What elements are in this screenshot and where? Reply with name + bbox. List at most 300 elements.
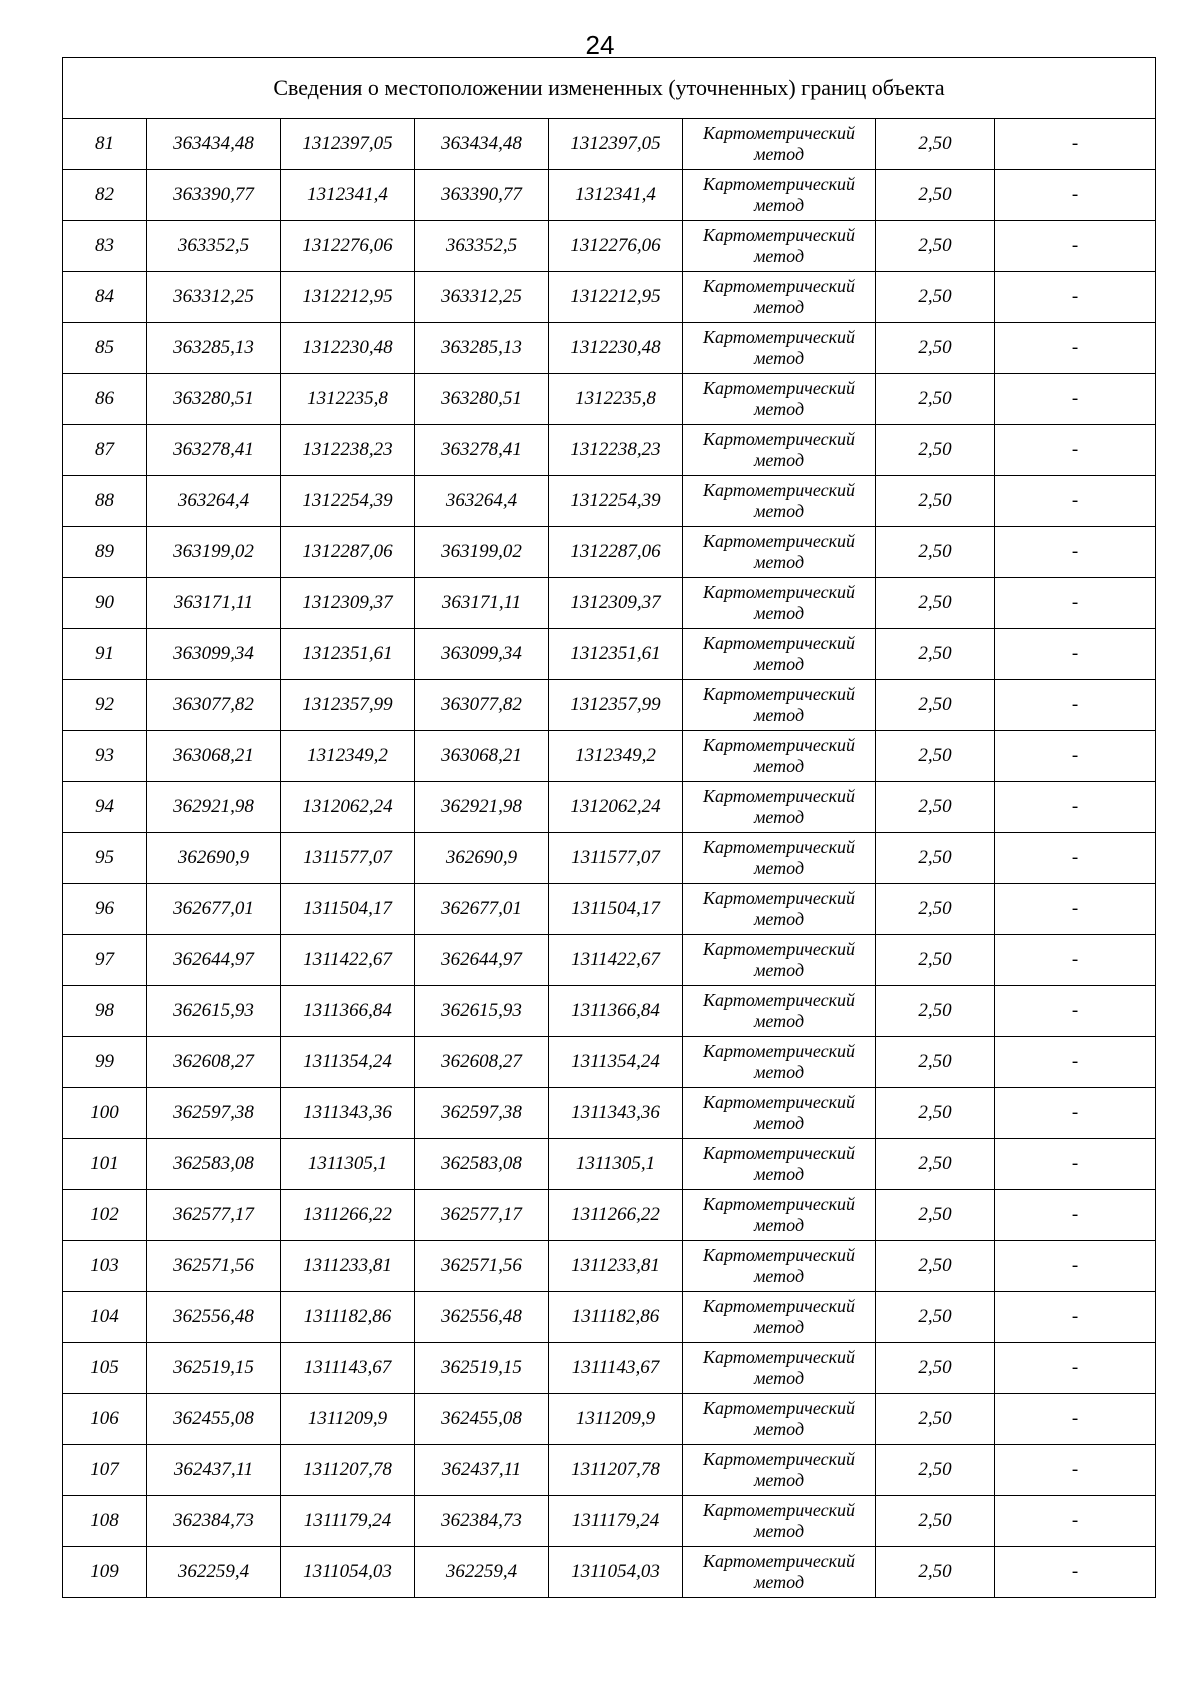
y-existing-cell: 1312287,06 [281, 527, 415, 578]
table-row [63, 1445, 1156, 1496]
x-existing-cell: 362677,01 [147, 884, 281, 935]
table-row [63, 374, 1156, 425]
method-cell [683, 476, 876, 527]
table-caption: Сведения о местоположении измененных (уточненных) границ объекта [63, 58, 1156, 119]
page-number: 24 [585, 30, 615, 60]
precision-cell: 2,50 [876, 1241, 995, 1292]
method-line-2: метод [753, 1215, 805, 1235]
table-row [63, 986, 1156, 1037]
y-refined-cell: 1312351,61 [549, 629, 683, 680]
method-line-2: метод [753, 705, 805, 725]
precision-cell: 2,50 [876, 170, 995, 221]
y-existing-cell: 1312276,06 [281, 221, 415, 272]
method-line-2: метод [753, 603, 805, 623]
x-existing-cell: 362519,15 [147, 1343, 281, 1394]
method-cell [683, 272, 876, 323]
description-cell: - [995, 1292, 1156, 1343]
x-refined-cell: 363099,34 [415, 629, 549, 680]
y-existing-cell: 1311305,1 [281, 1139, 415, 1190]
x-refined-cell: 363068,21 [415, 731, 549, 782]
method-line-1: Картометрический [702, 1041, 855, 1061]
x-refined-cell: 362921,98 [415, 782, 549, 833]
description-cell: - [995, 1394, 1156, 1445]
y-refined-cell: 1311422,67 [549, 935, 683, 986]
method-line-2: метод [753, 807, 805, 827]
x-existing-cell: 363264,4 [147, 476, 281, 527]
method-line-2: метод [753, 756, 805, 776]
point-number-cell: 108 [63, 1496, 147, 1547]
method-line-1: Картометрический [702, 633, 855, 653]
x-refined-cell: 363434,48 [415, 119, 549, 170]
point-number-cell: 82 [63, 170, 147, 221]
method-line-1: Картометрический [702, 786, 855, 806]
description-cell: - [995, 782, 1156, 833]
precision-cell: 2,50 [876, 731, 995, 782]
method-line-1: Картометрический [702, 531, 855, 551]
method-line-2: метод [753, 501, 805, 521]
x-refined-cell: 362455,08 [415, 1394, 549, 1445]
x-existing-cell: 362455,08 [147, 1394, 281, 1445]
precision-cell: 2,50 [876, 680, 995, 731]
point-number-cell: 84 [63, 272, 147, 323]
method-line-1: Картометрический [702, 684, 855, 704]
y-refined-cell: 1311179,24 [549, 1496, 683, 1547]
description-cell: - [995, 680, 1156, 731]
y-existing-cell: 1311343,36 [281, 1088, 415, 1139]
x-refined-cell: 363390,77 [415, 170, 549, 221]
y-existing-cell: 1312341,4 [281, 170, 415, 221]
y-existing-cell: 1312238,23 [281, 425, 415, 476]
y-existing-cell: 1311054,03 [281, 1547, 415, 1598]
x-existing-cell: 362577,17 [147, 1190, 281, 1241]
x-refined-cell: 363278,41 [415, 425, 549, 476]
method-cell [683, 221, 876, 272]
x-refined-cell: 363264,4 [415, 476, 549, 527]
table-row [63, 1190, 1156, 1241]
method-line-1: Картометрический [702, 939, 855, 959]
y-refined-cell: 1312309,37 [549, 578, 683, 629]
precision-cell: 2,50 [876, 527, 995, 578]
description-cell: - [995, 1241, 1156, 1292]
y-refined-cell: 1312397,05 [549, 119, 683, 170]
x-existing-cell: 362690,9 [147, 833, 281, 884]
y-refined-cell: 1311577,07 [549, 833, 683, 884]
method-cell [683, 1394, 876, 1445]
y-refined-cell: 1312235,8 [549, 374, 683, 425]
point-number-cell: 102 [63, 1190, 147, 1241]
table-row [63, 221, 1156, 272]
method-cell [683, 629, 876, 680]
y-refined-cell: 1311266,22 [549, 1190, 683, 1241]
description-cell: - [995, 884, 1156, 935]
point-number-cell: 106 [63, 1394, 147, 1445]
precision-cell: 2,50 [876, 578, 995, 629]
method-line-2: метод [753, 1317, 805, 1337]
method-cell [683, 170, 876, 221]
point-number-cell: 89 [63, 527, 147, 578]
method-cell [683, 1139, 876, 1190]
description-cell: - [995, 1445, 1156, 1496]
x-refined-cell: 362577,17 [415, 1190, 549, 1241]
description-cell: - [995, 170, 1156, 221]
method-line-1: Картометрический [702, 1143, 855, 1163]
x-existing-cell: 363280,51 [147, 374, 281, 425]
point-number-cell: 86 [63, 374, 147, 425]
method-line-2: метод [753, 1521, 805, 1541]
y-refined-cell: 1311207,78 [549, 1445, 683, 1496]
description-cell: - [995, 1496, 1156, 1547]
method-line-1: Картометрический [702, 888, 855, 908]
x-existing-cell: 362437,11 [147, 1445, 281, 1496]
method-line-2: метод [753, 1419, 805, 1439]
method-line-2: метод [753, 858, 805, 878]
table-row [63, 1037, 1156, 1088]
point-number-cell: 98 [63, 986, 147, 1037]
precision-cell: 2,50 [876, 833, 995, 884]
table-row [63, 884, 1156, 935]
y-existing-cell: 1312357,99 [281, 680, 415, 731]
y-existing-cell: 1312397,05 [281, 119, 415, 170]
table-row [63, 476, 1156, 527]
method-line-2: метод [753, 144, 805, 164]
x-existing-cell: 362259,4 [147, 1547, 281, 1598]
x-refined-cell: 363352,5 [415, 221, 549, 272]
table-row [63, 629, 1156, 680]
y-refined-cell: 1312349,2 [549, 731, 683, 782]
method-line-1: Картометрический [702, 276, 855, 296]
table-row [63, 1241, 1156, 1292]
method-line-1: Картометрический [702, 1347, 855, 1367]
precision-cell: 2,50 [876, 1292, 995, 1343]
x-existing-cell: 362608,27 [147, 1037, 281, 1088]
method-cell [683, 884, 876, 935]
method-line-2: метод [753, 654, 805, 674]
point-number-cell: 91 [63, 629, 147, 680]
x-existing-cell: 362921,98 [147, 782, 281, 833]
method-line-1: Картометрический [702, 1245, 855, 1265]
method-cell [683, 833, 876, 884]
method-cell [683, 425, 876, 476]
point-number-cell: 100 [63, 1088, 147, 1139]
y-existing-cell: 1311233,81 [281, 1241, 415, 1292]
method-line-2: метод [753, 1113, 805, 1133]
x-existing-cell: 363068,21 [147, 731, 281, 782]
x-refined-cell: 363285,13 [415, 323, 549, 374]
x-refined-cell: 363171,11 [415, 578, 549, 629]
x-existing-cell: 363278,41 [147, 425, 281, 476]
x-refined-cell: 362259,4 [415, 1547, 549, 1598]
y-existing-cell: 1312062,24 [281, 782, 415, 833]
x-refined-cell: 362384,73 [415, 1496, 549, 1547]
precision-cell: 2,50 [876, 1343, 995, 1394]
table-row [63, 578, 1156, 629]
x-existing-cell: 363199,02 [147, 527, 281, 578]
point-number-cell: 88 [63, 476, 147, 527]
method-cell [683, 374, 876, 425]
y-refined-cell: 1312212,95 [549, 272, 683, 323]
table-row [63, 527, 1156, 578]
method-line-2: метод [753, 399, 805, 419]
x-existing-cell: 363434,48 [147, 119, 281, 170]
description-cell: - [995, 476, 1156, 527]
method-cell [683, 119, 876, 170]
x-existing-cell: 363390,77 [147, 170, 281, 221]
point-number-cell: 92 [63, 680, 147, 731]
table-row [63, 782, 1156, 833]
x-existing-cell: 362597,38 [147, 1088, 281, 1139]
method-line-2: метод [753, 348, 805, 368]
point-number-cell: 83 [63, 221, 147, 272]
table-row [63, 1088, 1156, 1139]
table-row [63, 680, 1156, 731]
precision-cell: 2,50 [876, 1394, 995, 1445]
precision-cell: 2,50 [876, 935, 995, 986]
x-refined-cell: 363312,25 [415, 272, 549, 323]
y-existing-cell: 1311182,86 [281, 1292, 415, 1343]
x-existing-cell: 363099,34 [147, 629, 281, 680]
y-existing-cell: 1312254,39 [281, 476, 415, 527]
method-line-2: метод [753, 1062, 805, 1082]
description-cell: - [995, 935, 1156, 986]
y-refined-cell: 1311343,36 [549, 1088, 683, 1139]
y-existing-cell: 1312349,2 [281, 731, 415, 782]
x-existing-cell: 363077,82 [147, 680, 281, 731]
y-refined-cell: 1312341,4 [549, 170, 683, 221]
table-row [63, 1139, 1156, 1190]
method-line-1: Картометрический [702, 1092, 855, 1112]
point-number-cell: 94 [63, 782, 147, 833]
y-existing-cell: 1312230,48 [281, 323, 415, 374]
x-refined-cell: 362437,11 [415, 1445, 549, 1496]
y-refined-cell: 1311182,86 [549, 1292, 683, 1343]
y-refined-cell: 1311143,67 [549, 1343, 683, 1394]
method-line-1: Картометрический [702, 174, 855, 194]
y-refined-cell: 1311354,24 [549, 1037, 683, 1088]
precision-cell: 2,50 [876, 629, 995, 680]
x-existing-cell: 363285,13 [147, 323, 281, 374]
method-line-1: Картометрический [702, 1449, 855, 1469]
x-refined-cell: 362597,38 [415, 1088, 549, 1139]
method-cell [683, 323, 876, 374]
point-number-cell: 109 [63, 1547, 147, 1598]
y-refined-cell: 1311305,1 [549, 1139, 683, 1190]
table-row [63, 1394, 1156, 1445]
method-line-2: метод [753, 1572, 805, 1592]
y-refined-cell: 1312238,23 [549, 425, 683, 476]
precision-cell: 2,50 [876, 1445, 995, 1496]
method-line-1: Картометрический [702, 1398, 855, 1418]
boundary-coordinates-table [62, 57, 1156, 1598]
point-number-cell: 96 [63, 884, 147, 935]
method-cell [683, 1445, 876, 1496]
point-number-cell: 85 [63, 323, 147, 374]
point-number-cell: 101 [63, 1139, 147, 1190]
table-body [63, 119, 1156, 1598]
x-refined-cell: 363077,82 [415, 680, 549, 731]
point-number-cell: 97 [63, 935, 147, 986]
y-existing-cell: 1311207,78 [281, 1445, 415, 1496]
method-line-1: Картометрический [702, 225, 855, 245]
table-caption-row [63, 58, 1156, 119]
point-number-cell: 81 [63, 119, 147, 170]
method-line-2: метод [753, 1011, 805, 1031]
method-cell [683, 1088, 876, 1139]
table-row [63, 935, 1156, 986]
precision-cell: 2,50 [876, 1139, 995, 1190]
description-cell: - [995, 578, 1156, 629]
precision-cell: 2,50 [876, 1190, 995, 1241]
method-cell [683, 1343, 876, 1394]
precision-cell: 2,50 [876, 782, 995, 833]
description-cell: - [995, 1088, 1156, 1139]
precision-cell: 2,50 [876, 1037, 995, 1088]
point-number-cell: 107 [63, 1445, 147, 1496]
point-number-cell: 95 [63, 833, 147, 884]
y-refined-cell: 1312254,39 [549, 476, 683, 527]
description-cell: - [995, 629, 1156, 680]
precision-cell: 2,50 [876, 272, 995, 323]
description-cell: - [995, 323, 1156, 374]
table-row [63, 170, 1156, 221]
method-line-2: метод [753, 195, 805, 215]
x-existing-cell: 362556,48 [147, 1292, 281, 1343]
method-line-1: Картометрический [702, 1296, 855, 1316]
y-refined-cell: 1311366,84 [549, 986, 683, 1037]
x-refined-cell: 362571,56 [415, 1241, 549, 1292]
description-cell: - [995, 119, 1156, 170]
precision-cell: 2,50 [876, 1088, 995, 1139]
method-line-1: Картометрический [702, 735, 855, 755]
description-cell: - [995, 1139, 1156, 1190]
description-cell: - [995, 374, 1156, 425]
method-cell [683, 1190, 876, 1241]
x-refined-cell: 362608,27 [415, 1037, 549, 1088]
method-line-2: метод [753, 1164, 805, 1184]
method-line-2: метод [753, 960, 805, 980]
point-number-cell: 90 [63, 578, 147, 629]
method-cell [683, 935, 876, 986]
table-row [63, 323, 1156, 374]
method-line-1: Картометрический [702, 429, 855, 449]
precision-cell: 2,50 [876, 425, 995, 476]
y-existing-cell: 1311354,24 [281, 1037, 415, 1088]
method-line-2: метод [753, 909, 805, 929]
y-refined-cell: 1311504,17 [549, 884, 683, 935]
table-row [63, 119, 1156, 170]
y-refined-cell: 1311209,9 [549, 1394, 683, 1445]
point-number-cell: 99 [63, 1037, 147, 1088]
table-row [63, 731, 1156, 782]
method-cell [683, 1037, 876, 1088]
x-refined-cell: 362677,01 [415, 884, 549, 935]
x-refined-cell: 363199,02 [415, 527, 549, 578]
method-cell [683, 1241, 876, 1292]
precision-cell: 2,50 [876, 884, 995, 935]
x-refined-cell: 362519,15 [415, 1343, 549, 1394]
description-cell: - [995, 272, 1156, 323]
x-refined-cell: 363280,51 [415, 374, 549, 425]
method-cell [683, 1292, 876, 1343]
y-existing-cell: 1311577,07 [281, 833, 415, 884]
y-existing-cell: 1311209,9 [281, 1394, 415, 1445]
method-line-1: Картометрический [702, 1194, 855, 1214]
point-number-cell: 103 [63, 1241, 147, 1292]
precision-cell: 2,50 [876, 1547, 995, 1598]
method-line-2: метод [753, 1266, 805, 1286]
x-refined-cell: 362644,97 [415, 935, 549, 986]
x-existing-cell: 362583,08 [147, 1139, 281, 1190]
table-row [63, 1343, 1156, 1394]
method-cell [683, 1547, 876, 1598]
description-cell: - [995, 986, 1156, 1037]
description-cell: - [995, 221, 1156, 272]
y-existing-cell: 1312309,37 [281, 578, 415, 629]
description-cell: - [995, 1190, 1156, 1241]
precision-cell: 2,50 [876, 323, 995, 374]
method-line-2: метод [753, 1368, 805, 1388]
table-row [63, 1292, 1156, 1343]
method-cell [683, 1496, 876, 1547]
description-cell: - [995, 833, 1156, 884]
x-existing-cell: 363171,11 [147, 578, 281, 629]
y-existing-cell: 1311366,84 [281, 986, 415, 1037]
table-row [63, 833, 1156, 884]
method-line-1: Картометрический [702, 582, 855, 602]
method-line-2: метод [753, 552, 805, 572]
method-line-2: метод [753, 450, 805, 470]
description-cell: - [995, 527, 1156, 578]
x-existing-cell: 363312,25 [147, 272, 281, 323]
x-existing-cell: 362384,73 [147, 1496, 281, 1547]
precision-cell: 2,50 [876, 119, 995, 170]
y-existing-cell: 1312351,61 [281, 629, 415, 680]
y-existing-cell: 1311422,67 [281, 935, 415, 986]
table-row [63, 425, 1156, 476]
description-cell: - [995, 731, 1156, 782]
y-existing-cell: 1311179,24 [281, 1496, 415, 1547]
table-row [63, 272, 1156, 323]
precision-cell: 2,50 [876, 1496, 995, 1547]
x-refined-cell: 362583,08 [415, 1139, 549, 1190]
method-line-1: Картометрический [702, 123, 855, 143]
method-line-1: Картометрический [702, 1500, 855, 1520]
x-existing-cell: 363352,5 [147, 221, 281, 272]
point-number-cell: 93 [63, 731, 147, 782]
x-refined-cell: 362690,9 [415, 833, 549, 884]
y-existing-cell: 1312212,95 [281, 272, 415, 323]
method-line-2: метод [753, 1470, 805, 1490]
x-existing-cell: 362571,56 [147, 1241, 281, 1292]
x-existing-cell: 362644,97 [147, 935, 281, 986]
table-row [63, 1496, 1156, 1547]
y-existing-cell: 1312235,8 [281, 374, 415, 425]
precision-cell: 2,50 [876, 476, 995, 527]
y-refined-cell: 1312357,99 [549, 680, 683, 731]
method-line-1: Картометрический [702, 327, 855, 347]
description-cell: - [995, 1037, 1156, 1088]
method-cell [683, 680, 876, 731]
description-cell: - [995, 1343, 1156, 1394]
point-number-cell: 104 [63, 1292, 147, 1343]
y-refined-cell: 1312062,24 [549, 782, 683, 833]
point-number-cell: 105 [63, 1343, 147, 1394]
method-line-2: метод [753, 246, 805, 266]
x-existing-cell: 362615,93 [147, 986, 281, 1037]
method-line-1: Картометрический [702, 378, 855, 398]
x-refined-cell: 362556,48 [415, 1292, 549, 1343]
method-cell [683, 986, 876, 1037]
y-existing-cell: 1311143,67 [281, 1343, 415, 1394]
